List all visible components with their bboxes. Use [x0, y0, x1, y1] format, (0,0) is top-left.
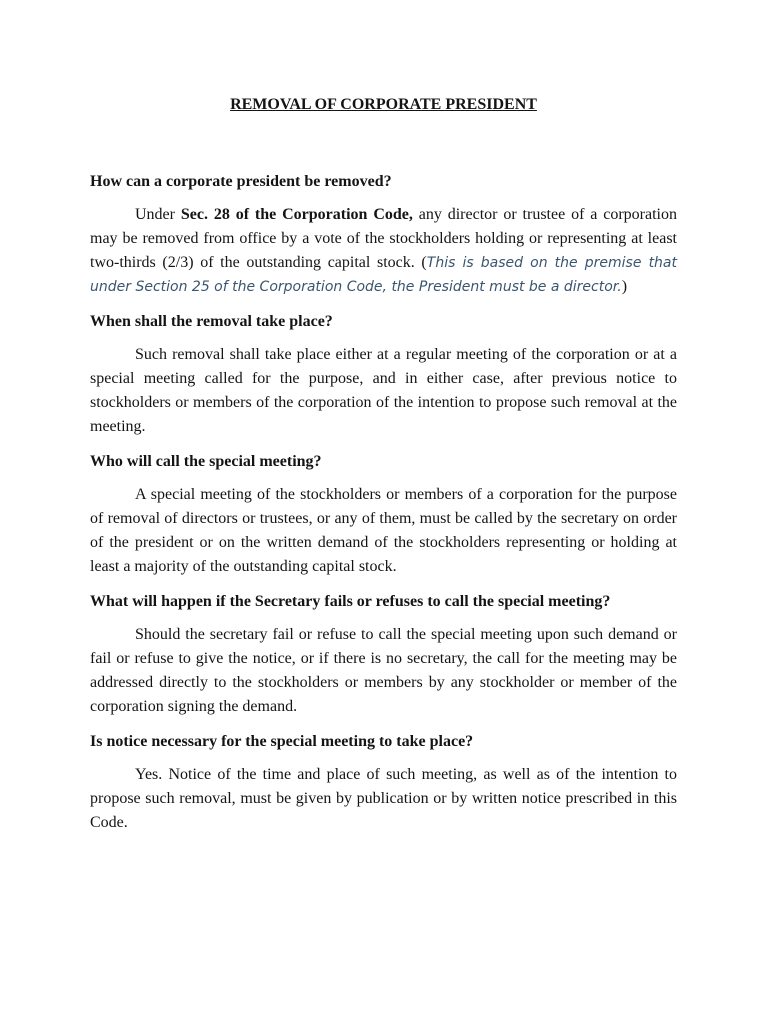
answer-removal-timing: Such removal shall take place either at a regular meeting of the corporation or at a special meeting called for the purpose, and in either case, after previous notice to stockholders or members of the corporation of the intention to propose such removal at the meeting. — [90, 346, 677, 435]
question-secretary-refuses: What will happen if the Secretary fails or refuses to call the special meeting? — [90, 593, 611, 610]
answer-text: any director or trustee of a corporation may be removed from office by a vote of the stockholders holding or representing at least two-thirds (2/3) of the outstanding capital stock. ( — [90, 206, 677, 271]
italic-note: This is based on the premise that under Section 25 of the Corporation Code, the President must be a director. — [90, 255, 677, 295]
document-page — [90, 93, 677, 846]
document-title: REMOVAL OF CORPORATE PRESIDENT — [230, 96, 537, 113]
answer-notice-necessary: Yes. Notice of the time and place of such meeting, as well as of the intention to propose such removal, must be given by publication or by written notice prescribed in this Code. — [90, 766, 677, 831]
question-who-calls-meeting: Who will call the special meeting? — [90, 453, 322, 470]
question-notice-necessary: Is notice necessary for the special meeting to take place? — [90, 733, 474, 750]
answer-removal-method — [90, 203, 677, 299]
code-reference: Sec. 28 of the Corporation Code, — [180, 206, 413, 223]
answer-text: Under — [135, 206, 181, 223]
question-removal-timing: When shall the removal take place? — [90, 313, 333, 330]
answer-text: ) — [621, 278, 628, 295]
question-removal-method: How can a corporate president be removed? — [90, 173, 392, 190]
answer-who-calls-meeting: A special meeting of the stockholders or members of a corporation for the purpose of removal of directors or trustees, or any of them, must be called by the secretary on order of the president or on the written demand of the stockholders representing or holding at least a majority of the outstanding capital stock. — [90, 486, 677, 575]
answer-secretary-refuses: Should the secretary fail or refuse to call the special meeting upon such demand or fail or refuse to give the notice, or if there is no secretary, the call for the meeting may be addressed directly to the stockholders or members by any stockholder or member of the corporation signing the demand. — [90, 626, 677, 715]
